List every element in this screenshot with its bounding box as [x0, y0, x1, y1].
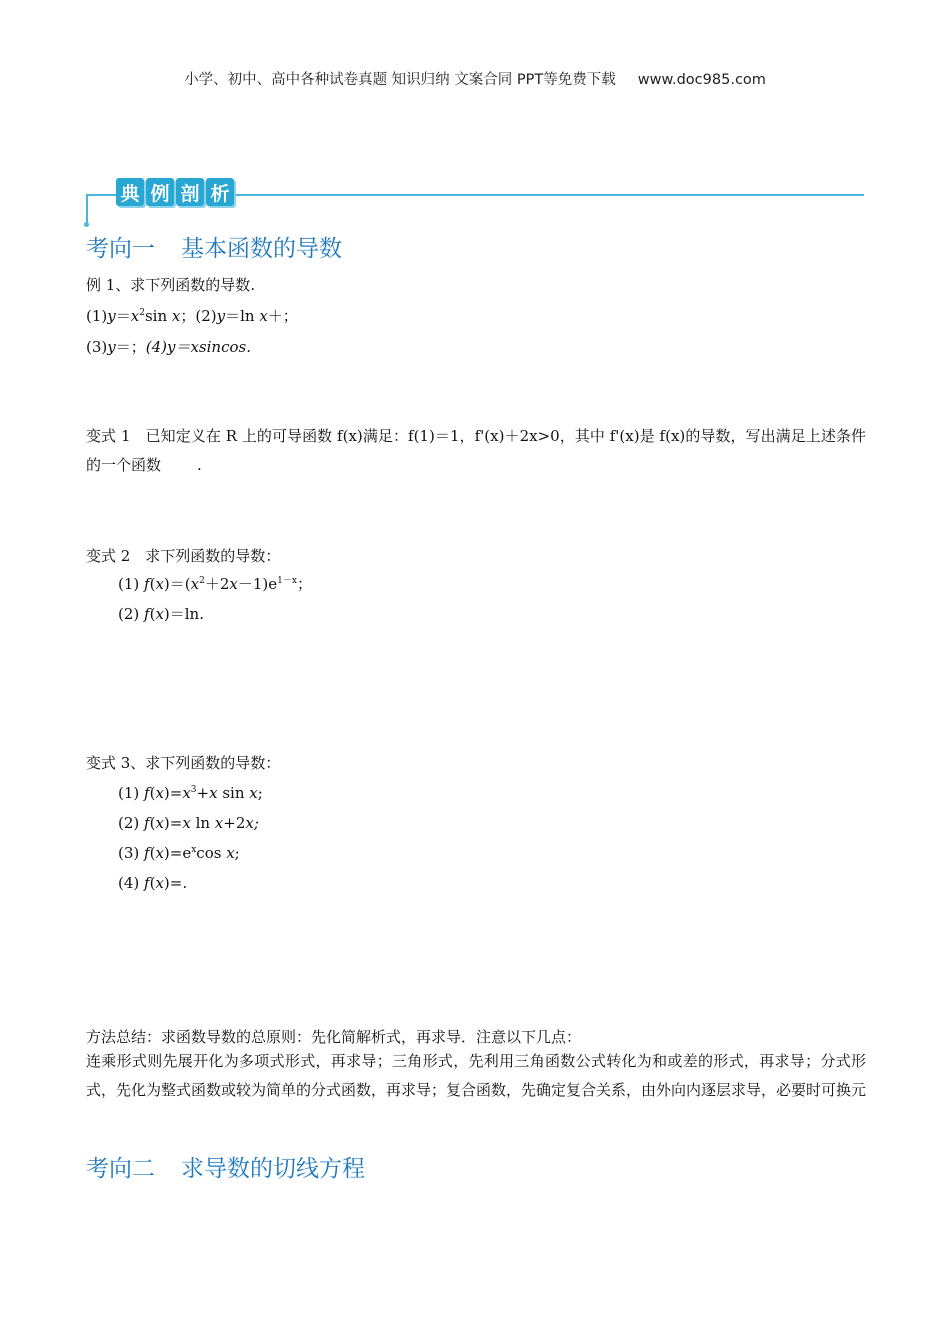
variant3-item2: (2) f(x)=x ln x+2x; [118, 814, 259, 832]
example1-line1: $(1)y=x^2\sin$ x；(2)y＝ln x＋； [86, 307, 298, 325]
example1-line2: (3)y＝；(4)y＝xsincos. [86, 338, 251, 356]
variant3-item1: (1) $f(x)=x^3+x$ sin x; [118, 784, 263, 802]
method-title: 方法总结：求函数导数的总原则：先化简解析式，再求导．注意以下几点： [86, 1028, 582, 1046]
variant2-item1: (1) $f(x)=(x^2+2x-1)e^{1-x}$； [118, 575, 312, 593]
example1-prompt: 例 1、求下列函数的导数. [86, 276, 256, 294]
page-header [0, 68, 950, 89]
variant3-prompt: 变式 3、求下列函数的导数： [86, 754, 281, 772]
variant3-item4: (4) f(x)=. [118, 874, 188, 892]
header-text: 小学、初中、高中各种试卷真题 知识归纳 文案合同 PPT等免费下载 [184, 72, 616, 88]
section-title: 基本函数的导数 [181, 236, 342, 262]
variant2-prompt: 变式 2 求下列函数的导数： [86, 547, 281, 565]
banner-tile: 析 [206, 178, 234, 206]
section-number: 考向一 [86, 236, 155, 262]
section-number: 考向二 [86, 1156, 155, 1182]
section-title: 求导数的切线方程 [181, 1156, 365, 1182]
method-body: 连乘形式则先展开化为多项式形式，再求导；三角形式，先利用三角函数公式转化为和或差的形式，再求导；分式形式，先化为整式函数或较为简单的分式函数，再求导；复合函数，先确定复合关系，由外向内逐层求导，必要时可换元 [86, 1052, 867, 1099]
section-banner [86, 176, 864, 228]
banner-tile: 典 [116, 178, 144, 206]
variant1-text: 变式 1 已知定义在 R 上的可导函数 f(x)满足：f(1)＝1，f'(x)＋2x>0，其中 f'(x)是 f(x)的导数，写出满足上述条件的一个函数 . [86, 427, 866, 474]
variant2-item2: (2) f(x)＝ln. [118, 605, 204, 623]
banner-dot [84, 222, 89, 227]
banner-tiles [116, 178, 234, 206]
banner-tile: 例 [146, 178, 174, 206]
banner-vertical-line [86, 194, 88, 224]
header-url[interactable]: www.doc985.com [637, 72, 766, 88]
variant3-item3: (3) $f(x)=e^x\cos$ x; [118, 844, 240, 862]
banner-tile: 剖 [176, 178, 204, 206]
section-heading-1 [86, 230, 342, 263]
section-heading-2 [86, 1150, 365, 1183]
